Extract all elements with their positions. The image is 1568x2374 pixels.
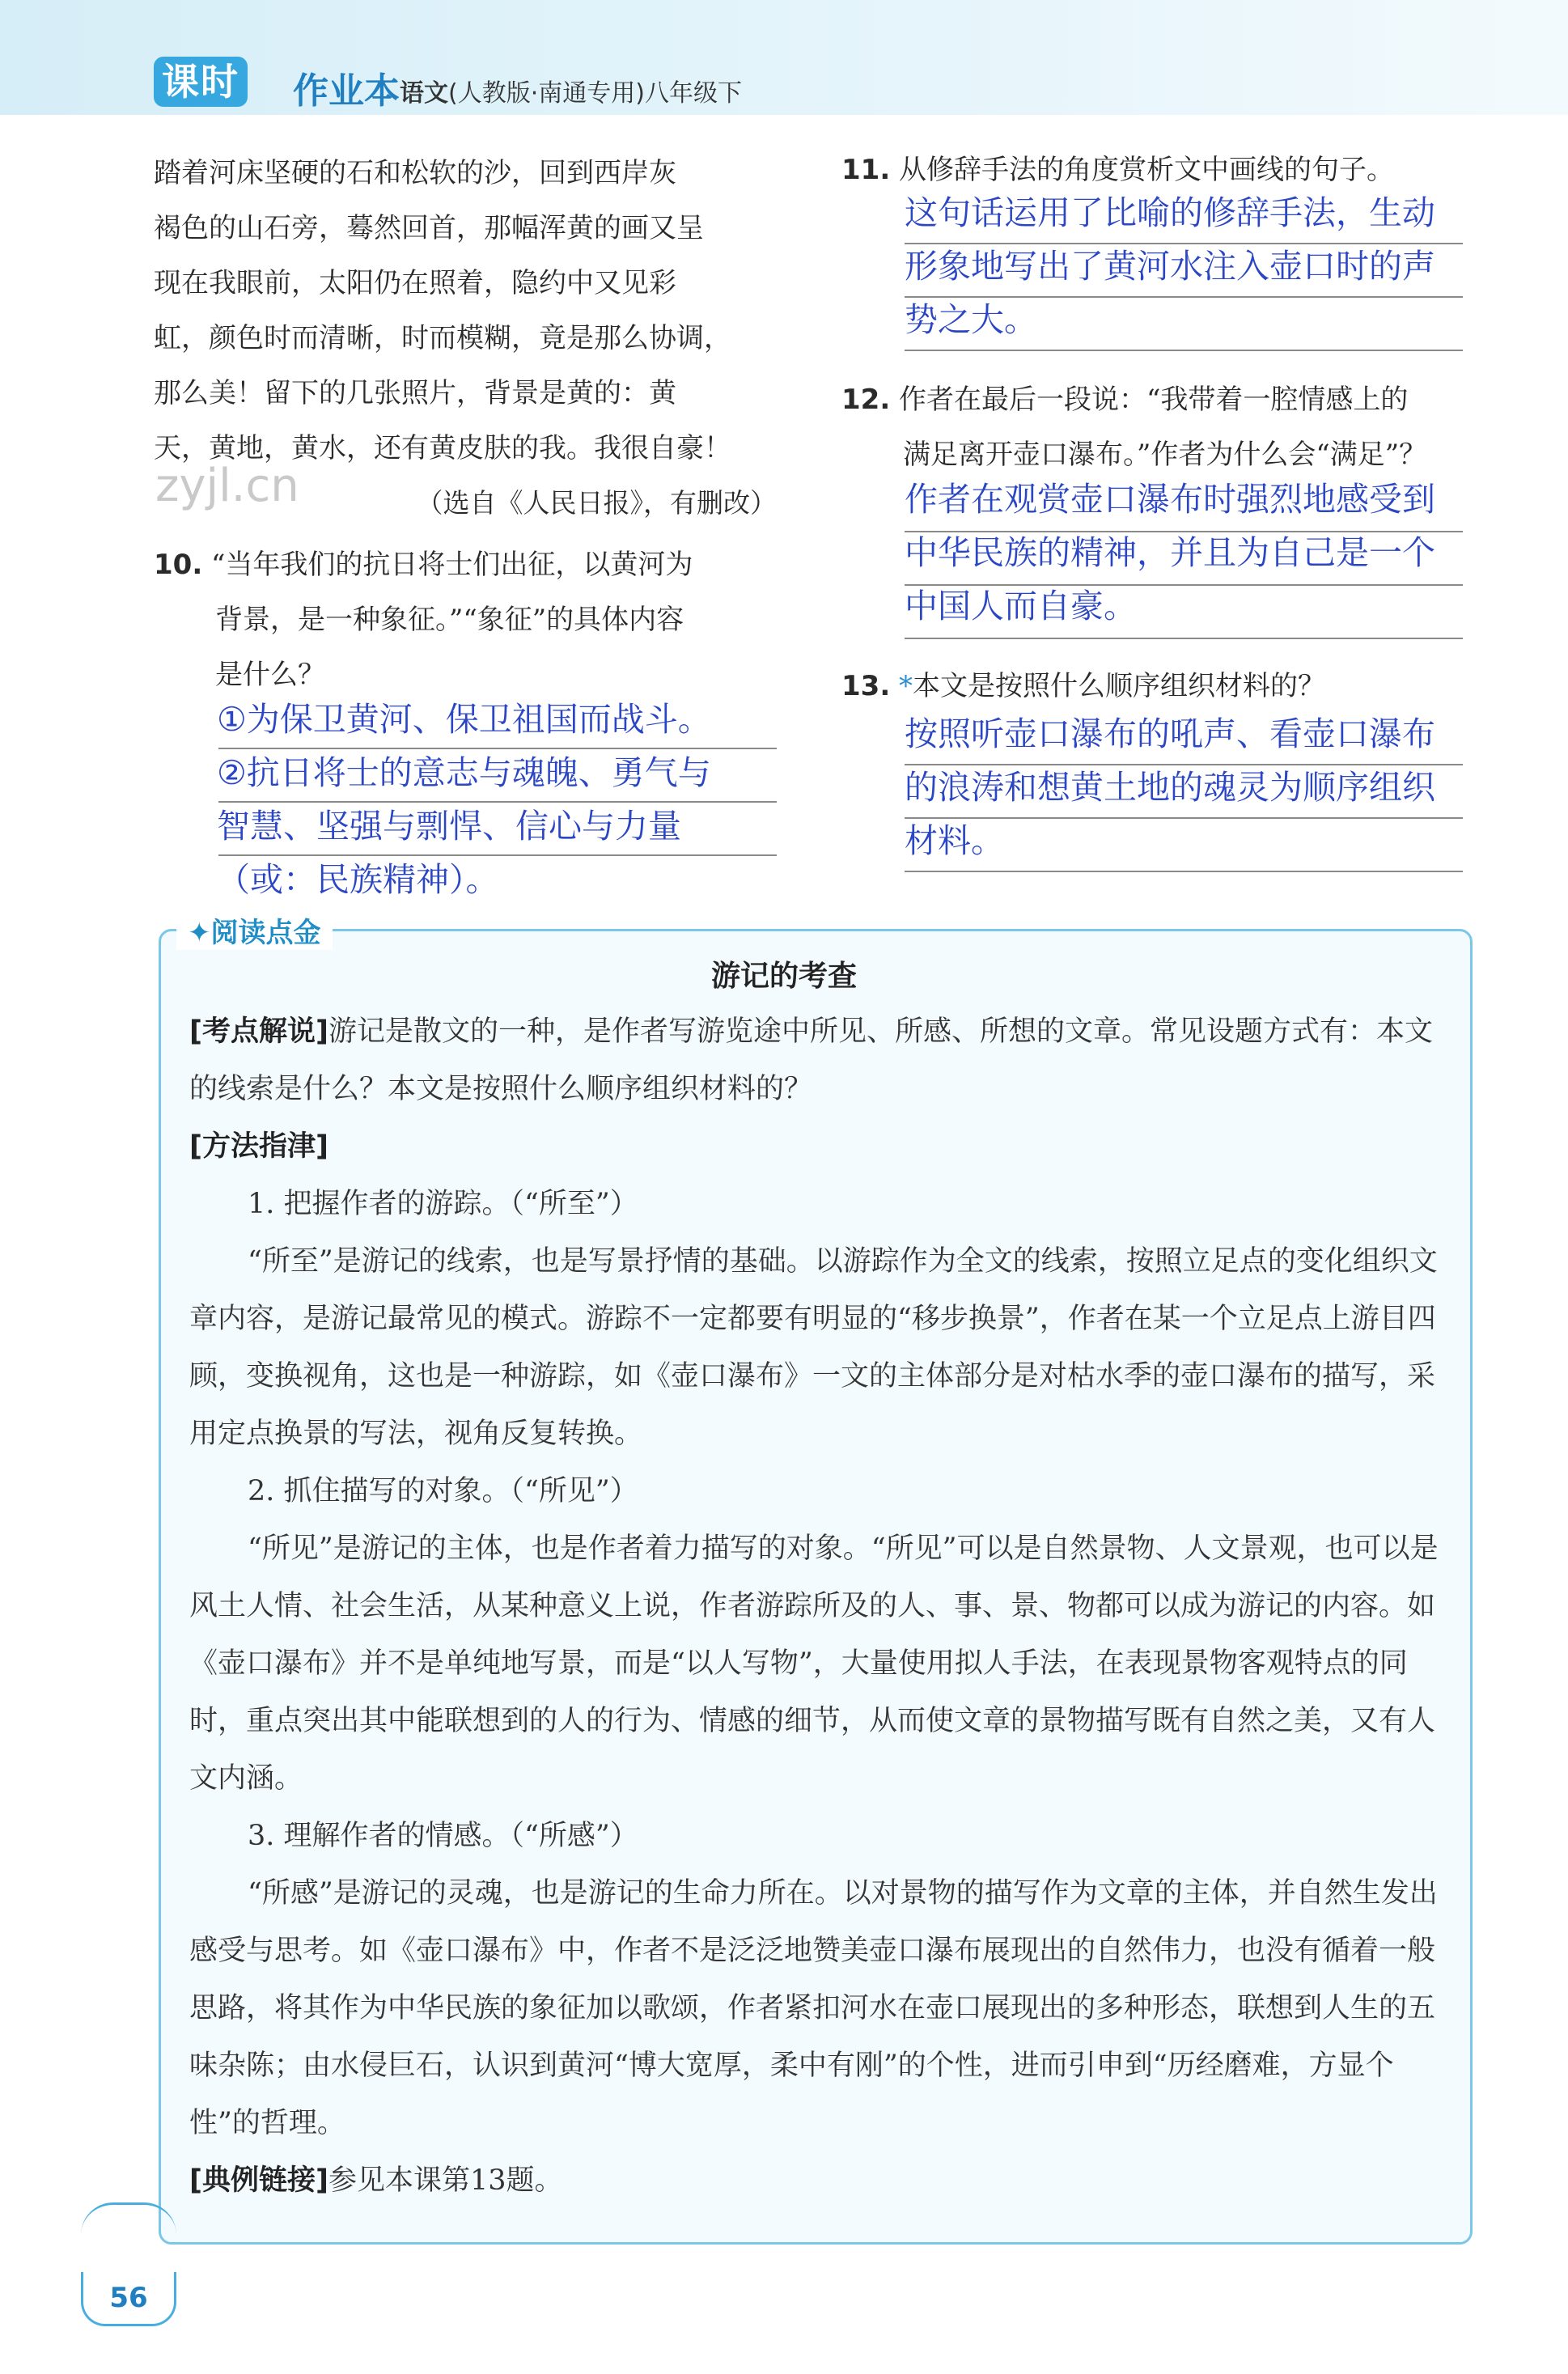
- answer-10: [217, 693, 711, 906]
- question-text: “当年我们的抗日将士们出征，以黄河为: [211, 549, 693, 581]
- book-icon: [81, 2202, 176, 2237]
- kaodian-tag: [考点解说]: [189, 1015, 328, 1048]
- question-number: 13.: [841, 670, 891, 702]
- question-text: 本文是按照什么顺序组织材料的？: [913, 670, 1326, 702]
- question-text: 满足离开壶口瀑布。”作者为什么会“满足”？: [903, 439, 1427, 471]
- fangfa-heading: [189, 1118, 1443, 1176]
- answer-line: 形象地写出了黄河水注入壶口时的声: [905, 247, 1435, 286]
- star-icon: *: [899, 670, 913, 702]
- answer-rule: [905, 243, 1463, 244]
- answer-rule: [905, 817, 1463, 819]
- point-2-title: 2. 抓住描写的对象。（“所见”）: [248, 1475, 638, 1507]
- point-1-title: 1. 把握作者的游踪。（“所至”）: [248, 1188, 638, 1220]
- answer-rule: [218, 748, 777, 749]
- page-number: 56: [81, 2272, 176, 2326]
- kaodian-paragraph: [189, 1003, 1443, 1118]
- passage-line: 那么美！留下的几张照片，背景是黄的：黄: [154, 377, 676, 409]
- card-title: 游记的考查: [710, 960, 857, 993]
- kaodian-text: 游记是散文的一种，是作者写游览途中所见、所感、所想的文章。常见设题方式有：本文的线索是什么？本文是按照什么顺序组织材料的？: [189, 1015, 1434, 1105]
- answer-line: 材料。: [905, 821, 1004, 860]
- point-3-text: “所感”是游记的灵魂，也是游记的生命力所在。以对景物的描写作为文章的主体，并自然生发出感受与思考。如《壶口瀑布》中，作者不是泛泛地赞美壶口瀑布展现出的自然伟力，也没有循着一般思路，将其作为中华民族的象征加以歌颂，作者紧扣河水在壶口展现出的多种形态，联想到人生的五味杂陈；由水侵巨石，认识到黄河“博大宽厚，柔中有刚”的个性，进而引申到“历经磨难，方显个性”的哲理。: [189, 1877, 1438, 2139]
- passage-line: 天，黄地，黄水，还有黄皮肤的我。我很自豪！: [154, 432, 731, 464]
- answer-rule: [905, 584, 1463, 586]
- book-info: [400, 73, 742, 108]
- passage-line: 踏着河床坚硬的石和松软的沙，回到西岸灰: [154, 157, 676, 189]
- answer-rule: [905, 296, 1463, 298]
- point-3-title: 3. 理解作者的情感。（“所感”）: [248, 1820, 638, 1852]
- answer-line: （或：民族精神）。: [217, 860, 499, 899]
- fangfa-tag: [方法指津]: [189, 1130, 328, 1163]
- brand-logo: 课时: [154, 57, 248, 107]
- answer-line: 智慧、坚强与剽悍、信心与力量: [217, 807, 681, 846]
- card-label: ✦阅读点金: [176, 910, 333, 950]
- answer-line: 中国人而自豪。: [905, 587, 1137, 625]
- question-text: 从修辞手法的角度赏析文中画线的句子。: [899, 154, 1395, 186]
- question-text: 作者在最后一段说：“我带着一腔情感上的: [899, 384, 1409, 416]
- passage-line: 虹，颜色时而清晰，时而模糊，竟是那么协调，: [154, 322, 731, 354]
- question-text: 是什么？: [215, 659, 325, 691]
- answer-13: [905, 707, 1435, 867]
- dianli-paragraph: [189, 2152, 1443, 2210]
- answer-rule: [905, 764, 1463, 765]
- passage-line: 褐色的山石旁，蓦然回首，那幅浑黄的画又呈: [154, 212, 704, 244]
- passage-source: （选自《人民日报》，有删改）: [416, 487, 777, 519]
- answer-line: 作者在观赏壶口瀑布时强烈地感受到: [905, 480, 1435, 519]
- grade: 八年级下: [644, 79, 742, 108]
- watermark: zyjl.cn: [155, 460, 299, 512]
- brand-name: 作业本: [293, 70, 400, 112]
- answer-line: ②抗日将士的意志与魂魄、勇气与: [217, 753, 711, 792]
- question-number: 10.: [154, 549, 203, 581]
- card-body: [189, 1003, 1443, 2210]
- answer-12: [905, 473, 1435, 633]
- answer-rule: [218, 854, 777, 856]
- question-12: [841, 372, 1426, 482]
- answer-line: 中华民族的精神，并且为自己是一个: [905, 533, 1435, 572]
- point-2-text: “所见”是游记的主体，也是作者着力描写的对象。“所见”可以是自然景物、人文景观，也可以是风土人情、社会生活，从某种意义上说，作者游踪所及的人、事、景、物都可以成为游记的内容。如《壶口瀑布》并不是单纯地写景，而是“以人写物”，大量使用拟人手法，在表现景物客观特点的同时，重点突出其中能联想到的人的行为、情感的细节，从而使文章的景物描写既有自然之美，又有人文内涵。: [189, 1533, 1439, 1795]
- answer-line: 按照听壶口瀑布的吼声、看壶口瀑布: [905, 714, 1435, 753]
- answer-11: [905, 186, 1435, 346]
- edition: (人教版·南通专用): [448, 79, 645, 108]
- answer-line: 势之大。: [905, 300, 1037, 339]
- answer-rule: [905, 871, 1463, 872]
- answer-rule: [905, 531, 1463, 532]
- question-number: 12.: [841, 384, 891, 416]
- passage-line: 现在我眼前，太阳仍在照着，隐约中又见彩: [154, 267, 676, 299]
- question-13: [841, 659, 1325, 714]
- answer-line: 这句话运用了比喻的修辞手法，生动: [905, 193, 1435, 232]
- answer-rule: [905, 638, 1463, 639]
- answer-rule: [218, 801, 777, 803]
- dianli-text: 参见本课第13题。: [328, 2164, 563, 2197]
- answer-line: ①为保卫黄河、保卫祖国而战斗。: [217, 700, 711, 739]
- answer-rule: [905, 350, 1463, 351]
- subject: 语文: [400, 79, 448, 108]
- question-text: 背景，是一种象征。”“象征”的具体内容: [215, 604, 684, 636]
- point-1-text: “所至”是游记的线索，也是写景抒情的基础。以游踪作为全文的线索，按照立足点的变化组织文章内容，是游记最常见的模式。游踪不一定都要有明显的“移步换景”，作者在某一个立足点上游目四顾，变换视角，这也是一种游踪，如《壶口瀑布》一文的主体部分是对枯水季的壶口瀑布的描写，采用定点换景的写法，视角反复转换。: [189, 1245, 1438, 1450]
- question-10: [154, 537, 693, 702]
- answer-line: 的浪涛和想黄土地的魂灵为顺序组织: [905, 768, 1435, 807]
- question-number: 11.: [841, 154, 891, 186]
- dianli-tag: [典例链接]: [189, 2164, 328, 2197]
